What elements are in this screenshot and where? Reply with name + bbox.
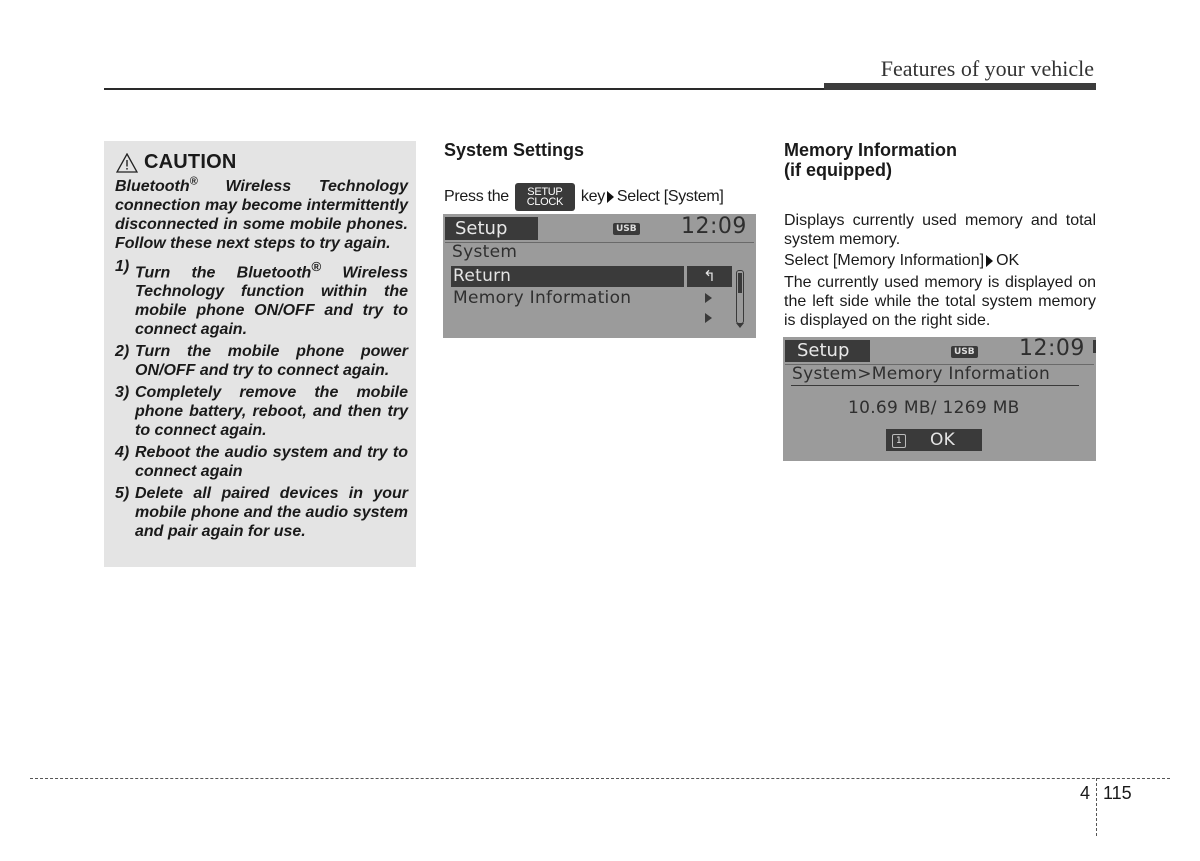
caution-step xyxy=(115,484,408,541)
memory-select-instruction xyxy=(784,251,1096,270)
key-label-bottom: CLOCK xyxy=(526,196,564,208)
step-text: Turn the mobile phone power ON/OFF and try to connect again. xyxy=(135,343,408,380)
menu-item-memory-information[interactable]: Memory Information xyxy=(453,288,632,308)
step-text-pre: Turn the Bluetooth xyxy=(135,264,312,282)
step-number: 1) xyxy=(115,258,130,275)
caution-intro-post: Wireless Technology connection may become intermittently disconnected in some mobile phones. Follow these next steps to try again. xyxy=(115,178,408,252)
caution-title: CAUTION xyxy=(144,151,237,173)
chapter-number: 4 xyxy=(1080,783,1091,803)
screen-clock: 12:09 xyxy=(681,214,747,239)
caution-steps-list xyxy=(115,257,408,541)
ok-label: OK xyxy=(930,430,956,450)
key-index-badge: 1 xyxy=(892,434,906,448)
key-label-top: SETUP xyxy=(527,186,563,198)
step-text xyxy=(135,257,408,339)
usb-indicator: USB xyxy=(613,223,640,235)
chevron-right-icon xyxy=(705,293,712,303)
step-text: Reboot the audio system and try to connect again xyxy=(135,444,408,481)
step-text-post: Wireless Technology function within the mobile phone ON/OFF and try to connect again. xyxy=(135,264,408,339)
step-text: Delete all paired devices in your mobile phone and the audio system and pair again for use. xyxy=(135,485,408,541)
press-suffix: Select [System] xyxy=(616,188,724,205)
footer-rule xyxy=(30,778,1170,779)
select-prefix: Select [Memory Information] xyxy=(784,252,985,269)
memory-info-screen xyxy=(783,337,1096,461)
system-settings-title: System Settings xyxy=(444,140,585,160)
press-instruction xyxy=(444,183,724,211)
screen-header: Setup xyxy=(785,340,870,362)
caution-step xyxy=(115,443,408,481)
system-menu-screen xyxy=(443,214,756,338)
warning-triangle-icon xyxy=(116,153,138,173)
caution-step xyxy=(115,383,408,440)
return-icon: ↰ xyxy=(687,266,732,287)
ok-button[interactable] xyxy=(886,429,982,451)
memory-info-subtitle: (if equipped) xyxy=(784,160,892,180)
screen-subtitle: System>Memory Information xyxy=(792,364,1051,384)
arrow-right-icon xyxy=(607,191,614,203)
step-number: 2) xyxy=(115,343,130,361)
memory-display-note: The currently used memory is displayed on the left side while the total system memory is displayed on the right side. xyxy=(784,274,1096,329)
caution-header xyxy=(116,151,408,174)
registered-mark: ® xyxy=(189,175,198,188)
screen-header: Setup xyxy=(445,217,538,240)
step-number: 3) xyxy=(115,384,130,402)
subtitle-underline xyxy=(791,385,1079,386)
setup-clock-key xyxy=(515,183,575,211)
screen-edge-mark xyxy=(1093,340,1096,353)
caution-step xyxy=(115,257,408,339)
scroll-down-icon xyxy=(736,323,744,328)
usb-indicator: USB xyxy=(951,346,978,358)
memory-usage-value: 10.69 MB/ 1269 MB xyxy=(848,398,1020,418)
select-suffix: OK xyxy=(996,252,1020,269)
caution-box xyxy=(104,141,416,567)
caution-intro xyxy=(115,177,408,253)
caution-intro-pre: Bluetooth xyxy=(115,178,190,195)
registered-mark: ® xyxy=(311,259,322,274)
scrollbar-thumb[interactable] xyxy=(738,273,742,293)
press-middle: key xyxy=(580,188,605,205)
page-number: 115 xyxy=(1103,783,1132,803)
chevron-right-icon xyxy=(705,313,712,323)
header-rule-accent xyxy=(824,83,1096,90)
step-text: Completely remove the mobile phone battery, reboot, and then try to connect again. xyxy=(135,384,408,440)
footer-divider xyxy=(1096,778,1097,836)
memory-info-title: Memory Information xyxy=(784,140,958,160)
menu-item-return[interactable]: Return xyxy=(451,266,684,287)
press-prefix: Press the xyxy=(444,188,509,205)
page-header-title: Features of your vehicle xyxy=(880,56,1094,81)
screen-clock: 12:09 xyxy=(1019,337,1085,361)
caution-step xyxy=(115,342,408,380)
arrow-right-icon xyxy=(986,255,993,267)
header-rule xyxy=(104,88,824,90)
memory-description: Displays currently used memory and total system memory. xyxy=(784,212,1096,248)
step-number: 5) xyxy=(115,485,130,503)
screen-subtitle: System xyxy=(452,242,518,262)
step-number: 4) xyxy=(115,444,130,462)
